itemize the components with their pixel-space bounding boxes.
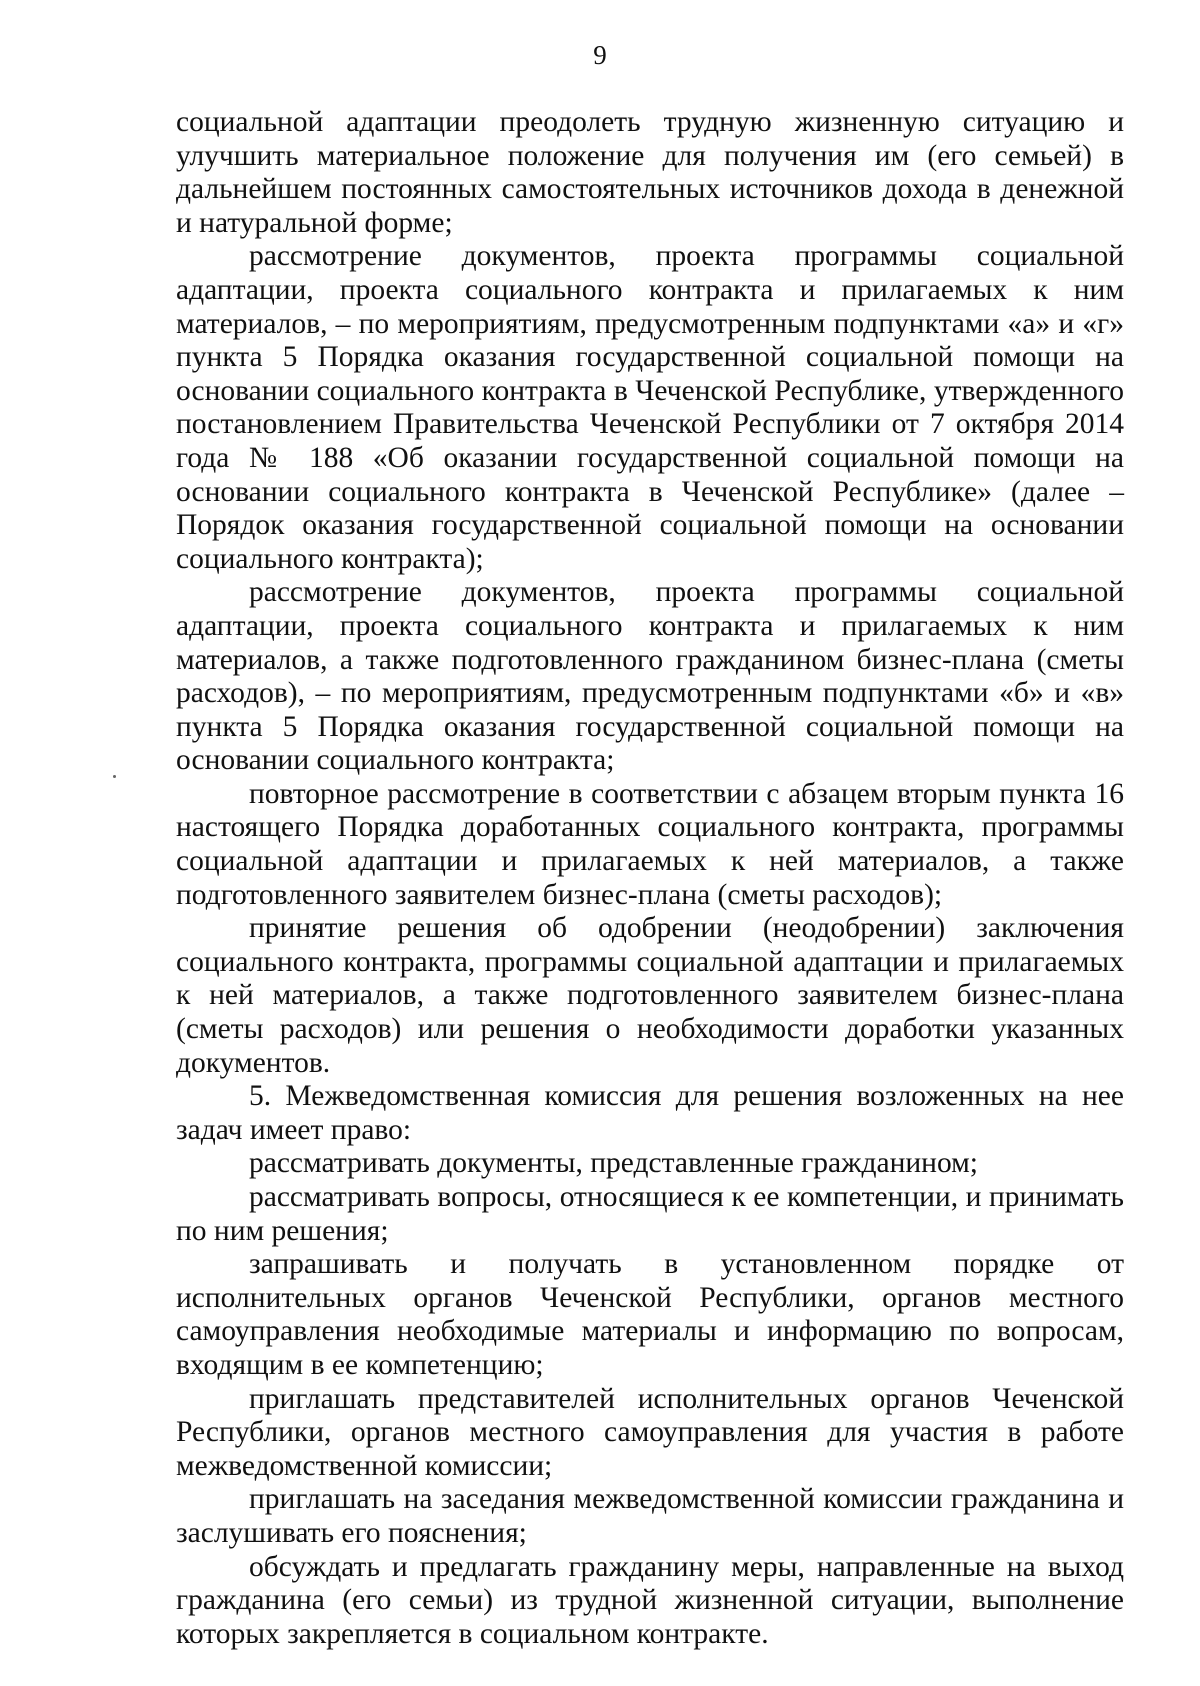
paragraph-right-review-documents: рассматривать документы, представленные гражданином; <box>249 1147 979 1180</box>
paragraph-right-invite-citizen: приглашать на заседания межведомственной комиссии гражданина и заслушивать его пояснения; <box>176 1483 1124 1549</box>
paragraph-review-a-g: рассмотрение документов, проекта программы социальной адаптации, проекта социального контракта и прилагаемых к ним материалов, – по мероприятиям, предусмотренным подпунктами «а» и «г» пункта 5 Порядка оказания государственной социальной помощи на основании социального контракта в Чеченской Республике, утвержденного постановлением Правительства Чеченской Республики от 7 октября 2014 года № 188 «Об оказании государственной социальной помощи на основании социального контракта в Чеченской Республике» (далее – Порядок оказания государственной социальной помощи на основании социального контракта); <box>176 240 1124 575</box>
paragraph-right-consider-questions: рассматривать вопросы, относящиеся к ее компетенции, и принимать по ним решения; <box>176 1181 1124 1247</box>
scan-artifact-dot <box>113 775 116 778</box>
paragraph-section-5-heading: 5. Межведомственная комиссия для решения возложенных на нее задач имеет право: <box>176 1080 1124 1146</box>
document-body <box>176 106 1124 1651</box>
paragraph-right-propose-measures: обсуждать и предлагать гражданину меры, направленные на выход гражданина (его семьи) из трудной жизненной ситуации, выполнение которых закрепляется в социальном контракте. <box>176 1550 1124 1650</box>
paragraph-right-request-materials: запрашивать и получать в установленном порядке от исполнительных органов Чеченской Республики, органов местного самоуправления необходимые материалы и информацию по вопросам, входящим в ее компетенцию; <box>176 1248 1124 1381</box>
paragraph-repeat-review: повторное рассмотрение в соответствии с абзацем вторым пункта 16 настоящего Порядка доработанных социального контракта, программы социальной адаптации и прилагаемых к ней материалов, а также подготовленного заявителем бизнес-плана (сметы расходов); <box>176 777 1124 911</box>
paragraph-review-b-v: рассмотрение документов, проекта программы социальной адаптации, проекта социального контракта и прилагаемых к ним материалов, а также подготовленного гражданином бизнес-плана (сметы расходов), – по мероприятиям, предусмотренным подпунктами «б» и «в» пункта 5 Порядка оказания государственной социальной помощи на основании социального контракта; <box>176 576 1124 777</box>
page-number: 9 <box>593 40 607 70</box>
paragraph-decision: принятие решения об одобрении (неодобрении) заключения социального контракта, программы социальной адаптации и прилагаемых к ней материалов, а также подготовленного заявителем бизнес-плана (сметы расходов) или решения о необходимости доработки указанных документов. <box>176 912 1124 1079</box>
paragraph-continuation: социальной адаптации преодолеть трудную жизненную ситуацию и улучшить материальное положение для получения им (его семьей) в дальнейшем постоянных самостоятельных источников дохода в денежной и натуральной форме; <box>176 106 1124 239</box>
paragraph-right-invite-representatives: приглашать представителей исполнительных органов Чеченской Республики, органов местного самоуправления для участия в работе межведомственной комиссии; <box>176 1382 1124 1482</box>
